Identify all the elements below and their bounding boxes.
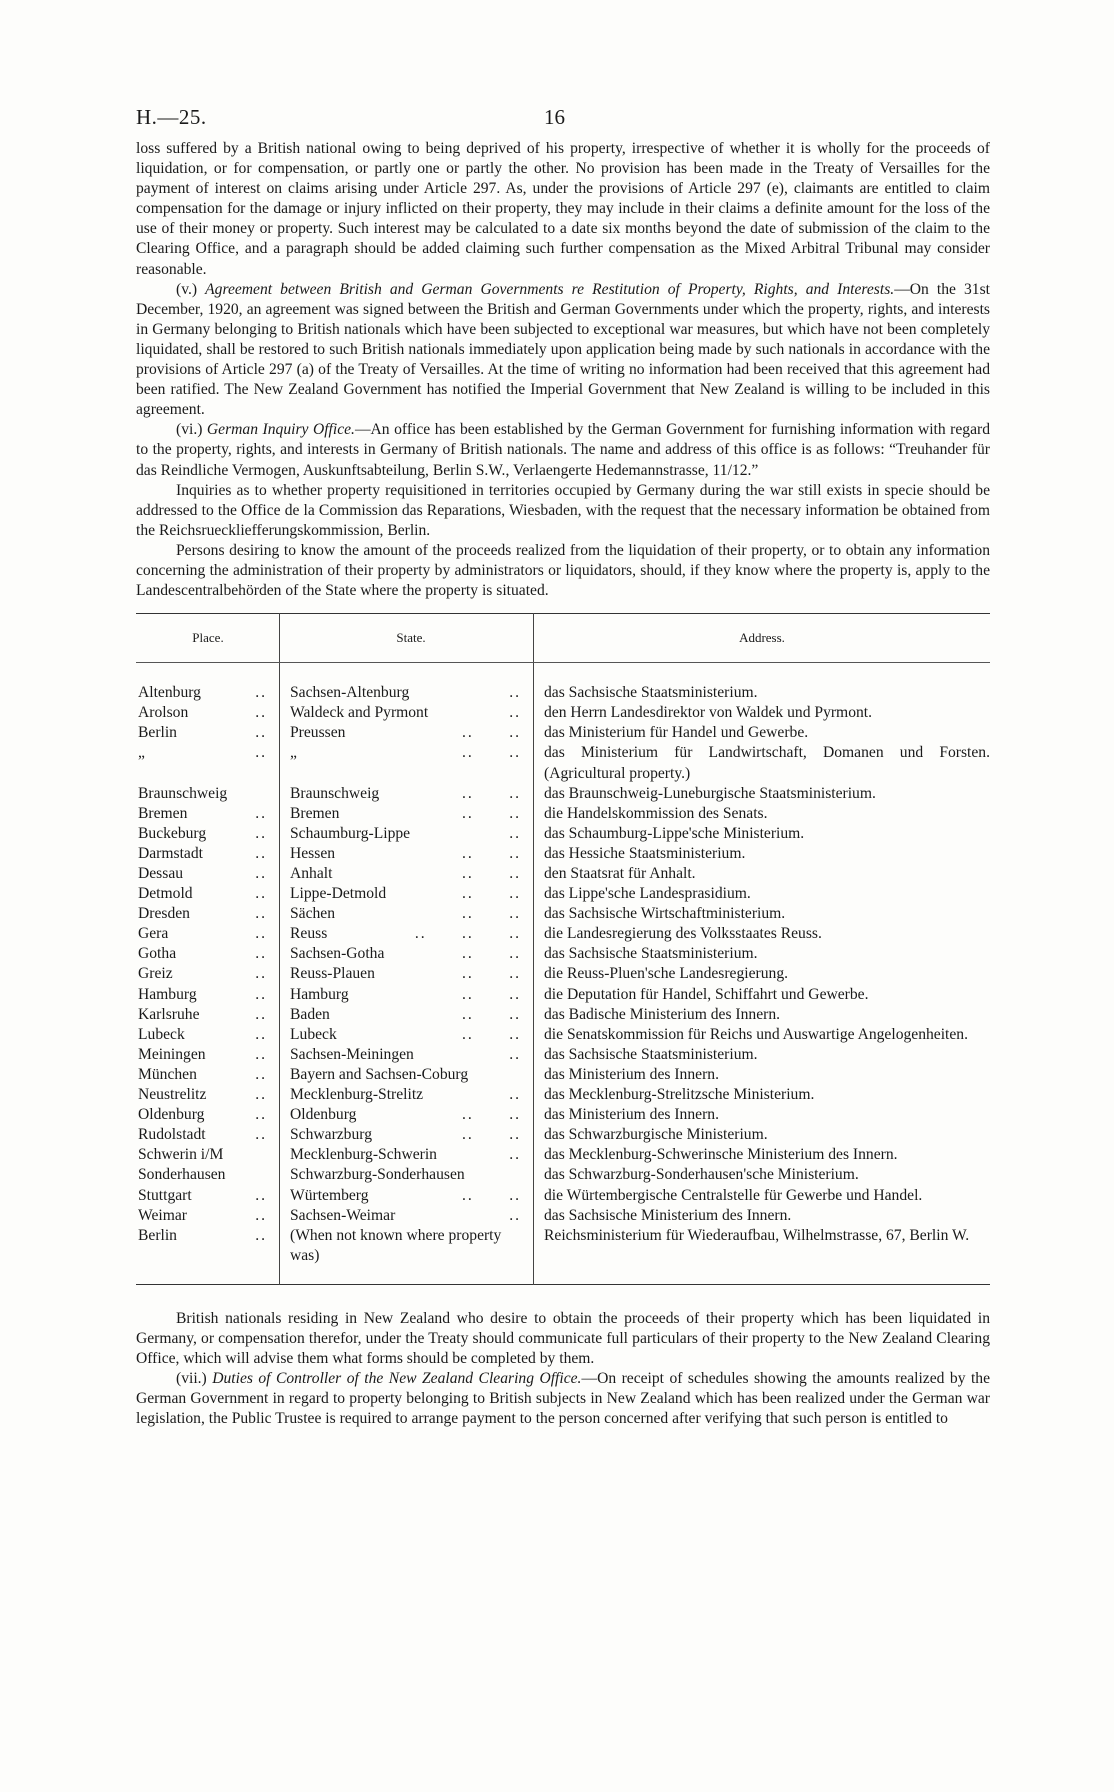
place-name: Schwerin i/M <box>138 1146 224 1164</box>
place-name: Bremen <box>138 804 188 822</box>
leader-dots: .. <box>255 865 267 882</box>
section-vii-number: (vii.) <box>176 1370 213 1388</box>
address-cell: den Staatsrat für Anhalt. <box>544 865 696 882</box>
table-row <box>136 723 990 743</box>
state-name: Bayern and Sachsen-Coburg <box>290 1065 469 1083</box>
state-cell <box>280 1145 534 1165</box>
place-cell <box>136 904 280 924</box>
leader-dots: .. <box>255 945 267 963</box>
leader-dots: .. <box>509 704 521 722</box>
leader-dots: .. <box>255 1045 267 1063</box>
address-cell: das Schwarzburg-Sonderhausen'sche Ministerium. <box>544 1166 859 1184</box>
state-cell <box>280 683 534 703</box>
address-cell: die Landesregierung des Volksstaates Reuss. <box>544 925 822 943</box>
address-cell: das Ministerium für Handel und Gewerbe. <box>544 724 809 742</box>
place-name: „ <box>138 744 145 762</box>
section-vi-number: (vi.) <box>176 421 207 439</box>
table-row <box>136 1226 990 1266</box>
place-name: Berlin <box>138 724 177 742</box>
place-cell <box>136 1005 280 1025</box>
place-name: Neustrelitz <box>138 1086 207 1104</box>
place-cell <box>136 1065 280 1085</box>
place-name: Meiningen <box>138 1045 206 1063</box>
table-row <box>136 1045 990 1065</box>
state-name: Sachsen-Gotha <box>290 945 385 963</box>
leader-dots: .. .. <box>462 1186 521 1204</box>
table-body <box>136 663 990 1285</box>
table-row <box>136 1005 990 1025</box>
address-cell: das Mecklenburg-Schwerinsche Ministerium des Innern. <box>544 1146 898 1164</box>
place-name: Hamburg <box>138 985 197 1003</box>
state-cell <box>280 1005 534 1025</box>
leader-dots: .. .. <box>462 965 521 983</box>
state-name: Lippe-Detmold <box>290 885 387 903</box>
address-cell: Reichsministerium für Wiederaufbau, Wilhelmstrasse, 67, Berlin W. <box>544 1226 970 1244</box>
state-cell <box>280 904 534 924</box>
address-cell: die Reuss-Pluen'sche Landesregierung. <box>544 965 789 983</box>
place-cell <box>136 743 280 783</box>
place-cell <box>136 723 280 743</box>
leader-dots: .. <box>509 1206 521 1224</box>
leader-dots: .. <box>255 1065 267 1083</box>
state-cell <box>280 884 534 904</box>
state-cell <box>280 804 534 824</box>
address-cell: das Sachsische Wirtschaftministerium. <box>544 905 786 923</box>
address-cell: das Badische Ministerium des Innern. <box>544 1005 781 1023</box>
place-name: Darmstadt <box>138 844 203 862</box>
state-cell <box>280 1226 534 1266</box>
state-name: Preussen <box>290 724 346 742</box>
leader-dots: .. <box>255 1106 267 1124</box>
place-name: Sonderhausen <box>138 1166 226 1184</box>
place-cell <box>136 1085 280 1105</box>
col-header-state: State. <box>280 614 534 663</box>
address-cell: die Senatskommission für Reichs und Auswartige Angelogenheiten. <box>544 1025 969 1043</box>
place-cell <box>136 1045 280 1065</box>
address-cell: das Lippe'sche Landesprasidium. <box>544 885 751 903</box>
leader-dots: .. .. <box>462 784 521 802</box>
place-name: Arolson <box>138 704 189 722</box>
state-name: Waldeck and Pyrmont <box>290 704 429 722</box>
table-row <box>136 784 990 804</box>
section-vi-heading: German Inquiry Office. <box>206 421 355 439</box>
state-name: Bremen <box>290 804 340 822</box>
place-cell <box>136 964 280 984</box>
state-name: Würtemberg <box>290 1186 369 1204</box>
leader-dots: .. <box>255 965 267 983</box>
state-cell <box>280 784 534 804</box>
place-name: Dresden <box>138 905 190 923</box>
address-cell: das Sachsische Staatsministerium. <box>544 945 758 963</box>
state-name: Schwarzburg-Sonderhausen <box>290 1166 465 1184</box>
leader-dots: .. <box>255 844 267 862</box>
place-cell <box>136 1145 280 1165</box>
state-cell <box>280 1186 534 1206</box>
place-cell <box>136 864 280 884</box>
place-cell <box>136 1206 280 1226</box>
state-name: Anhalt <box>290 865 333 882</box>
place-cell <box>136 985 280 1005</box>
table-row <box>136 844 990 864</box>
leader-dots: .. <box>255 985 267 1003</box>
state-name: Sachsen-Meiningen <box>290 1045 414 1063</box>
place-cell <box>136 1165 280 1185</box>
leader-dots: .. <box>255 684 267 702</box>
leader-dots: .. <box>255 744 267 762</box>
place-cell <box>136 884 280 904</box>
col-header-address: Address. <box>534 614 991 663</box>
state-name: Sachsen-Weimar <box>290 1206 396 1224</box>
state-name: Schaumburg-Lippe <box>290 824 411 842</box>
table-row <box>136 985 990 1005</box>
address-cell: die Deputation für Handel, Schiffahrt und Gewerbe. <box>544 985 869 1003</box>
address-cell: das Sachsische Staatsministerium. <box>544 1045 758 1063</box>
place-cell <box>136 1226 280 1266</box>
table-row <box>136 1125 990 1145</box>
table-row <box>136 1065 990 1085</box>
table-row <box>136 683 990 703</box>
place-name: Dessau <box>138 865 184 882</box>
place-name: Detmold <box>138 885 193 903</box>
address-cell: das Ministerium für Landwirtschaft, Domanen und Forsten. (Agricultural property.) <box>544 744 990 782</box>
leader-dots: .. .. .. <box>414 925 521 943</box>
place-name: München <box>138 1065 197 1083</box>
place-name: Stuttgart <box>138 1186 192 1204</box>
state-cell <box>280 824 534 844</box>
leader-dots: .. .. <box>462 865 521 882</box>
address-cell: den Herrn Landesdirektor von Waldek und Pyrmont. <box>544 704 873 722</box>
place-name: Oldenburg <box>138 1106 205 1124</box>
section-v-text: —On the 31st December, 1920, an agreement was signed between the British and German Governments under which the property, rights, and interests in Germany belonging to British nationals which have been subjected to exceptional war measures, but which have not been completely liquidated, shall be restored to such British nationals immediately upon application being made by such nationals in accordance with the provisions of Article 297 (a) of the Treaty of Versailles. At the time of writing no information had been received that this agreement had been ratified. The New Zealand Government has notified the Imperial Government that New Zealand is willing to be included in this agreement. <box>136 280 991 419</box>
table-row <box>136 964 990 984</box>
state-cell <box>280 985 534 1005</box>
address-cell: das Schaumburg-Lippe'sche Ministerium. <box>544 824 805 842</box>
leader-dots: .. <box>509 1045 521 1063</box>
place-cell <box>136 683 280 703</box>
table-row <box>136 804 990 824</box>
place-cell <box>136 703 280 723</box>
leader-dots: .. .. <box>462 945 521 963</box>
leader-dots: .. <box>255 1206 267 1224</box>
place-name: Buckeburg <box>138 824 207 842</box>
section-vi-paragraph <box>136 420 990 480</box>
page-number: 16 <box>544 105 565 129</box>
leader-dots: .. .. <box>462 844 521 862</box>
place-name: Weimar <box>138 1206 187 1224</box>
state-cell <box>280 1025 534 1045</box>
table-row <box>136 1186 990 1206</box>
state-name: Sächen <box>290 905 336 923</box>
page-header <box>136 105 990 139</box>
section-v-heading: Agreement between British and German Governments re Restitution of Property, Rights, and Interests. <box>205 280 895 298</box>
col-header-place: Place. <box>136 614 280 663</box>
state-cell <box>280 723 534 743</box>
leader-dots: .. <box>255 704 267 722</box>
place-cell <box>136 844 280 864</box>
intro-paragraph: loss suffered by a British national owing to being deprived of his property, irrespective of whether it is wholly for the proceeds of liquidation, or for compensation, or partly one or partly the other. No provision has been made in the Treaty of Versailles for the payment of interest on claims arising under Article 297. As, under the provisions of Article 297 (e), claimants are entitled to claim compensation for the damage or injury inflicted on their property, they may include in their claims a definite amount for the loss of the use of their money or property. Such interest may be calculated to a date six months beyond the date of submission of the claim to the Clearing Office, and a paragraph should be added claiming such further compensation as the Mixed Arbitral Tribunal may consider reasonable. <box>136 140 990 278</box>
inquiries-paragraph: Inquiries as to whether property requisitioned in territories occupied by Germany during the war still exists in specie should be addressed to the Office de la Commission das Reparations, Wiesbaden, with the request that the necessary information be obtained from the Reichsrueckliefferungskommission, Berlin. <box>136 481 990 539</box>
section-vii-text: —On receipt of schedules showing the amounts realized by the German Government in regard to property belonging to British subjects in New Zealand which has been realized under the German war legislation, the Public Trustee is required to arrange payment to the person concerned after verifying that such person is entitled to <box>136 1370 991 1428</box>
place-name: Gotha <box>138 945 177 963</box>
address-table <box>136 613 990 1285</box>
british-nationals-paragraph: British nationals residing in New Zealand who desire to obtain the proceeds of their property which has been liquidated in Germany, or compensation therefor, under the Treaty should communicate full particulars of their property to the New Zealand Clearing Office, which will advise them what forms should be completed by them. <box>136 1309 990 1368</box>
leader-dots: .. <box>509 684 521 702</box>
state-name: Hessen <box>290 844 336 862</box>
state-name: (When not known where property was) <box>290 1226 502 1264</box>
state-cell <box>280 1085 534 1105</box>
state-cell <box>280 1105 534 1125</box>
address-cell: das Ministerium des Innern. <box>544 1065 719 1083</box>
table-row <box>136 1145 990 1165</box>
leader-dots: .. <box>255 724 267 742</box>
state-name: Lubeck <box>290 1025 337 1043</box>
place-name: Braunschweig <box>138 784 228 802</box>
address-cell: die Würtembergische Centralstelle für Gewerbe und Handel. <box>544 1186 923 1204</box>
state-cell <box>280 1206 534 1226</box>
leader-dots: .. .. <box>462 1005 521 1023</box>
address-cell: das Hessiche Staatsministerium. <box>544 844 746 862</box>
state-name: Baden <box>290 1005 330 1023</box>
section-vi-text: —An office has been established by the German Government for furnishing information with regard to the property, rights, and interests in Germany of British nationals. The name and address of this office is as follows: “Treuhander für das Reindliche Vermogen, Auskunftsabteilung, Berlin S.W., Verlaengerte Hedemannstrasse, 11/12.” <box>136 421 991 479</box>
leader-dots: .. .. <box>462 744 521 762</box>
leader-dots: .. <box>255 1005 267 1023</box>
table-row <box>136 1025 990 1045</box>
state-cell <box>280 743 534 783</box>
section-vii-paragraph <box>136 1369 990 1429</box>
state-cell <box>280 1045 534 1065</box>
series-number: H.—25. <box>136 105 207 129</box>
state-name: Mecklenburg-Schwerin <box>290 1146 437 1164</box>
table-spacer-row <box>136 663 990 684</box>
place-cell <box>136 804 280 824</box>
table-header-row <box>136 614 990 663</box>
place-name: Altenburg <box>138 684 201 702</box>
state-name: Sachsen-Altenburg <box>290 684 410 702</box>
table-row <box>136 1206 990 1226</box>
state-name: Oldenburg <box>290 1106 357 1124</box>
state-cell <box>280 1165 534 1185</box>
address-cell: das Ministerium des Innern. <box>544 1106 719 1124</box>
state-name: Reuss-Plauen <box>290 965 375 983</box>
leader-dots: .. <box>255 804 267 822</box>
leader-dots: .. .. <box>462 1106 521 1124</box>
state-cell <box>280 864 534 884</box>
place-cell <box>136 924 280 944</box>
place-name: Gera <box>138 925 169 943</box>
state-cell <box>280 844 534 864</box>
table-row <box>136 944 990 964</box>
leader-dots: .. <box>255 1086 267 1104</box>
address-cell: das Braunschweig-Luneburgische Staatsministerium. <box>544 784 876 802</box>
section-v-paragraph <box>136 280 990 421</box>
state-name: Mecklenburg-Strelitz <box>290 1086 424 1104</box>
table-row <box>136 1105 990 1125</box>
table-row <box>136 703 990 723</box>
leader-dots: .. .. <box>462 985 521 1003</box>
leader-dots: .. <box>255 1226 267 1244</box>
leader-dots: .. <box>255 885 267 903</box>
leader-dots: .. <box>255 1126 267 1144</box>
leader-dots: .. <box>509 1086 521 1104</box>
state-name: Braunschweig <box>290 784 380 802</box>
section-vii-heading: Duties of Controller of the New Zealand Clearing Office. <box>212 1370 582 1388</box>
state-cell <box>280 944 534 964</box>
address-cell: die Handelskommission des Senats. <box>544 804 768 822</box>
table-row <box>136 924 990 944</box>
leader-dots: .. <box>509 1146 521 1164</box>
leader-dots: .. .. <box>462 905 521 923</box>
table-row <box>136 824 990 844</box>
place-cell <box>136 1186 280 1206</box>
state-name: „ <box>290 744 297 762</box>
place-cell <box>136 1125 280 1145</box>
section-v-number: (v.) <box>176 280 206 298</box>
place-name: Greiz <box>138 965 173 983</box>
address-cell: das Schwarzburgische Ministerium. <box>544 1126 768 1144</box>
leader-dots: .. <box>509 824 521 842</box>
place-cell <box>136 824 280 844</box>
state-cell <box>280 1065 534 1085</box>
table-row <box>136 884 990 904</box>
table-row <box>136 743 990 783</box>
place-name: Karlsruhe <box>138 1005 200 1023</box>
state-name: Hamburg <box>290 985 349 1003</box>
table-row <box>136 1085 990 1105</box>
place-name: Rudolstadt <box>138 1126 206 1144</box>
leader-dots: .. <box>255 824 267 842</box>
state-cell <box>280 1125 534 1145</box>
place-cell <box>136 944 280 964</box>
leader-dots: .. .. <box>462 885 521 903</box>
state-cell <box>280 964 534 984</box>
leader-dots: .. .. <box>462 804 521 822</box>
leader-dots: .. <box>255 925 267 943</box>
place-cell <box>136 1025 280 1045</box>
state-name: Reuss <box>290 925 328 943</box>
state-name: Schwarzburg <box>290 1126 372 1144</box>
place-name: Berlin <box>138 1226 177 1244</box>
table-row <box>136 864 990 884</box>
table-end-row <box>136 1266 990 1285</box>
address-cell: das Mecklenburg-Strelitzsche Ministerium. <box>544 1086 815 1104</box>
leader-dots: .. .. <box>462 1126 521 1144</box>
table-row <box>136 1165 990 1185</box>
persons-paragraph: Persons desiring to know the amount of the proceeds realized from the liquidation of their property, or to obtain any information concerning the administration of their property by administrators or liquidators, should, if they know where the property is, apply to the Landescentralbehörden of the State where the property is situated. <box>136 541 990 600</box>
address-cell: das Sachsische Staatsministerium. <box>544 684 758 702</box>
place-cell <box>136 1105 280 1125</box>
place-cell <box>136 784 280 804</box>
table-row <box>136 904 990 924</box>
place-name: Lubeck <box>138 1025 185 1043</box>
state-cell <box>280 703 534 723</box>
address-cell: das Sachsische Ministerium des Innern. <box>544 1206 792 1224</box>
leader-dots: .. <box>255 905 267 923</box>
state-cell <box>280 924 534 944</box>
leader-dots: .. .. <box>462 724 521 742</box>
leader-dots: .. .. <box>462 1025 521 1043</box>
document-page <box>136 105 990 1429</box>
leader-dots: .. <box>255 1025 267 1043</box>
leader-dots: .. <box>255 1186 267 1204</box>
